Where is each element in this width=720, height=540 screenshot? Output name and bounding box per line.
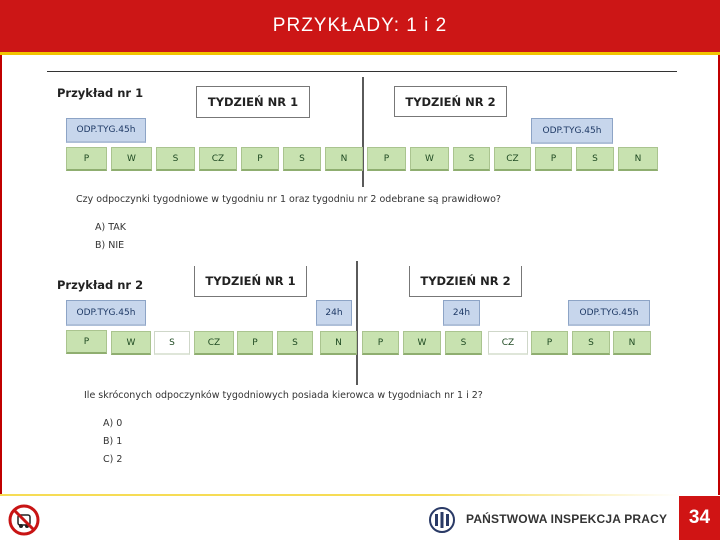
example2-option: A) 0 <box>103 418 123 429</box>
no-entry-icon <box>8 504 40 536</box>
example2-tag-24h: 24h <box>316 300 352 326</box>
example1-question: Czy odpoczynki tygodniowe w tygodniu nr 1 oraz tygodniu nr 2 odebrane są prawidłowo? <box>76 194 501 205</box>
example2-day: S <box>572 331 610 355</box>
example1-day: CZ <box>494 147 531 171</box>
title-underline <box>0 52 720 55</box>
example1-week1-box: TYDZIEŃ NR 1 <box>196 86 310 118</box>
example2-day: CZ <box>488 331 528 355</box>
page-number: 34 <box>679 496 720 540</box>
example1-day: P <box>535 147 572 171</box>
example2-day: P <box>66 330 107 354</box>
footer-divider <box>0 494 430 496</box>
example1-tag-left: ODP.TYG.45h <box>66 118 146 143</box>
example2-tag-right: ODP.TYG.45h <box>568 300 650 326</box>
example2-option: B) 1 <box>103 436 123 447</box>
example1-day: P <box>241 147 279 171</box>
example2-day: S <box>154 331 190 355</box>
example1-day: W <box>111 147 152 171</box>
example2-question: Ile skróconych odpoczynków tygodniowych posiada kierowca w tygodniach nr 1 i 2? <box>84 390 483 401</box>
example2-week2-box: TYDZIEŃ NR 2 <box>409 266 522 297</box>
example1-day: P <box>66 147 107 171</box>
example2-week1-box: TYDZIEŃ NR 1 <box>194 266 307 297</box>
example1-option: A) TAK <box>95 222 127 233</box>
example2-day: S <box>445 331 482 355</box>
example2-tag-24h: 24h <box>443 300 480 326</box>
example2-day: P <box>362 331 399 355</box>
example1-day: N <box>325 147 363 171</box>
slide-title <box>0 0 720 52</box>
example1-day: S <box>576 147 614 171</box>
example2-day: S <box>277 331 313 355</box>
footer-divider-fade <box>430 494 680 496</box>
example1-day: S <box>283 147 321 171</box>
example1-day: S <box>453 147 490 171</box>
example2-option: C) 2 <box>103 454 123 465</box>
example2-day: P <box>531 331 568 355</box>
example1-option: B) NIE <box>95 240 125 251</box>
example1-day: CZ <box>199 147 237 171</box>
example1-heading: Przykład nr 1 <box>57 86 144 100</box>
top-divider <box>47 71 677 72</box>
example2-heading: Przykład nr 2 <box>57 278 144 292</box>
example2-day: CZ <box>194 331 234 355</box>
example2-tag-left: ODP.TYG.45h <box>66 300 146 326</box>
example2-day: N <box>320 331 357 355</box>
example2-day: P <box>237 331 273 355</box>
frame-left <box>0 55 2 495</box>
example1-day: P <box>367 147 406 171</box>
example2-week-divider <box>356 261 358 385</box>
example2-day: N <box>613 331 651 355</box>
org-name: PAŃSTWOWA INSPEKCJA PRACY <box>466 512 668 526</box>
example1-day: W <box>410 147 449 171</box>
example2-day: W <box>111 331 151 355</box>
pip-logo-icon <box>428 506 456 534</box>
example1-tag-right: ODP.TYG.45h <box>531 118 613 144</box>
slide-title-text: PRZYKŁADY: 1 i 2 <box>272 15 448 36</box>
example1-day: N <box>618 147 658 171</box>
example2-day: W <box>403 331 441 355</box>
example1-week2-box: TYDZIEŃ NR 2 <box>394 86 507 117</box>
example1-day: S <box>156 147 195 171</box>
